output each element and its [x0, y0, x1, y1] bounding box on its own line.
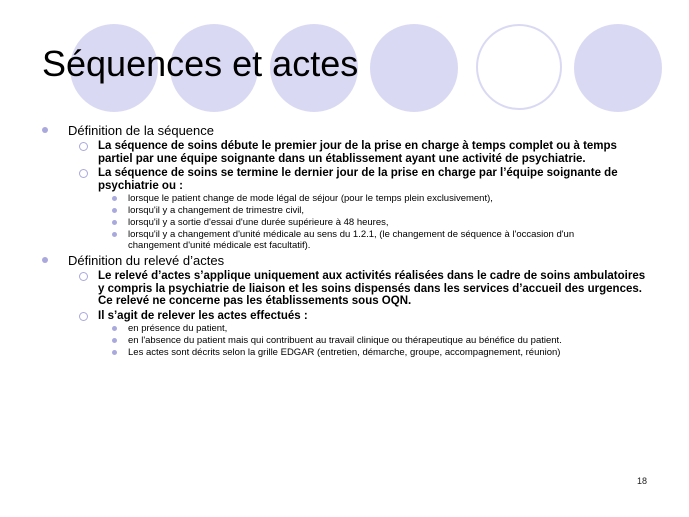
bullet-icon: [42, 127, 48, 133]
sub-list-item: [128, 347, 660, 358]
list-item: [98, 140, 660, 165]
sub-list-item: [128, 335, 660, 346]
sub-list-item: [128, 217, 660, 228]
list-item-text: La séquence de soins débute le premier jour de la prise en charge à temps complet ou à temps partiel par une équipe soignante dans un établissement ayant une activité de psychiatrie.: [98, 140, 617, 165]
decorative-circle: [574, 24, 662, 112]
sub-list-item-text: lorsqu'il y a sortie d'essai d'une durée supérieure à 48 heures,: [128, 217, 389, 228]
decorative-circle: [370, 24, 458, 112]
bullet-icon: [112, 350, 117, 355]
section-heading-text: Définition de la séquence: [68, 123, 214, 138]
bullet-icon: [112, 208, 117, 213]
bullet-icon: [112, 220, 117, 225]
bullet-icon: [112, 338, 117, 343]
bullet-icon: [112, 326, 117, 331]
sub-list-item: [128, 323, 660, 334]
list-item: [98, 167, 660, 192]
sub-list-item-text: en présence du patient,: [128, 323, 228, 334]
list-item: [98, 310, 660, 323]
circle-bullet-icon: [79, 169, 88, 178]
slide-content: [40, 122, 660, 358]
section-heading-text: Définition du relevé d’actes: [68, 253, 225, 268]
sub-list-item-text: lorsque le patient change de mode légal de séjour (pour le temps plein exclusivement),: [128, 193, 493, 204]
slide-title: Séquences et actes: [42, 43, 359, 84]
circle-bullet-icon: [79, 312, 88, 321]
page-number: 18: [637, 476, 648, 486]
list-item-text: Il s’agit de relever les actes effectués :: [98, 309, 308, 322]
circle-bullet-icon: [79, 142, 88, 151]
section-heading: [40, 254, 660, 268]
list-item: [98, 270, 660, 308]
list-item-text: La séquence de soins se termine le dernier jour de la prise en charge par l’équipe soignante de psychiatrie ou :: [98, 167, 618, 192]
circle-bullet-icon: [79, 272, 88, 281]
sub-list-item-text: Les actes sont décrits selon la grille EDGAR (entretien, démarche, groupe, accompagnement, réunion): [128, 347, 561, 358]
bullet-icon: [42, 257, 48, 263]
sub-list-item: [128, 229, 660, 251]
sub-list-item-text: en l'absence du patient mais qui contribuent au travail clinique ou thérapeutique au bénéfice du patient.: [128, 335, 562, 346]
sub-list-item-text: lorsqu'il y a changement d'unité médicale au sens du 1.2.1, (le changement de séquence à l'occasion d'un changement d'unité médicale est facultatif).: [128, 229, 575, 251]
bullet-icon: [112, 196, 117, 201]
decorative-circle-outline: [476, 24, 562, 110]
sub-list-item: [128, 205, 660, 216]
bullet-icon: [112, 232, 117, 237]
list-item-text: Le relevé d’actes s’applique uniquement aux activités réalisées dans le cadre de soins ambulatoires y compris la psychiatrie de liaison et les soins dispensés dans les services d’accueil des urgences. Ce relevé ne concerne pas les établissements sous OQN.: [98, 270, 646, 307]
sub-list-item-text: lorsqu'il y a changement de trimestre civil,: [128, 205, 305, 216]
sub-list-item: [128, 193, 660, 204]
section-heading: [40, 124, 660, 138]
